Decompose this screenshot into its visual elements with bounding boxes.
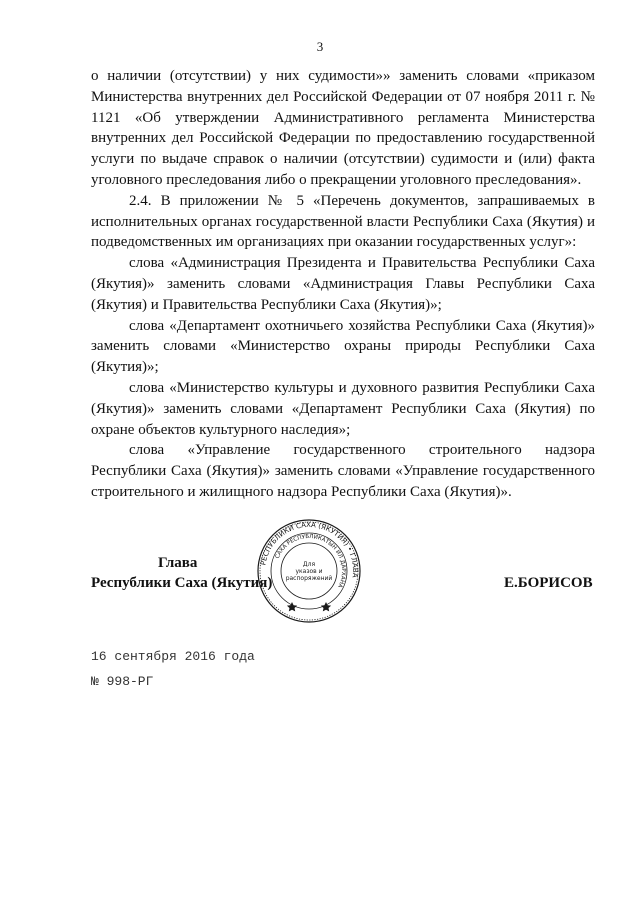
document-body: [91, 66, 595, 503]
paragraph: слова «Администрация Президента и Правительства Республики Саха (Якутия)» заменить словами «Администрация Главы Республики Саха (Якутия) и Правительства Республики Саха (Якутия)»;: [91, 255, 595, 313]
signature-title-line2: Республики Саха (Якутия): [91, 575, 273, 591]
signature-title-line1: Глава: [158, 555, 198, 571]
paragraph: слова «Управление государственного строительного надзора Республики Саха (Якутия)» заменить словами «Управление государственного строительного и жилищного надзора Республики Саха (Якутия)».: [91, 442, 595, 500]
seal-inner-text: САХА РЕСПУБЛИКАТЫН ИЛ ДАРХАНА: [274, 533, 347, 589]
official-seal: [256, 518, 362, 624]
seal-center-line1: Для: [302, 561, 316, 568]
seal-outer-text: РЕСПУБЛИКИ САХА (ЯКУТИЯ) • ГЛАВА: [259, 520, 360, 578]
paragraph: о наличии (отсутствии) у них судимости»» заменить словами «приказом Министерства внутренних дел Российской Федерации от 07 ноября 2011 г. № 1121 «Об утверждении Административного регламента Министерства внутренних дел Российской Федерации по предоставлению государственной услуги по выдаче справок о наличии (отсутствии) судимости и (или) факта уголовного преследования либо о прекращении уголовного преследования».: [91, 68, 595, 188]
seal-center-line2: указов и: [295, 568, 323, 575]
paragraph: слова «Министерство культуры и духовного развития Республики Саха (Якутия)» заменить словами «Департамент Республики Саха (Якутия) по охране объектов культурного наследия»;: [91, 379, 595, 438]
page-number: 3: [316, 39, 324, 54]
signatory-name: Е.БОРИСОВ: [504, 575, 593, 591]
document-date: 16 сентября 2016 года: [91, 649, 255, 664]
document-number: № 998-РГ: [91, 674, 154, 689]
paragraph: слова «Департамент охотничьего хозяйства Республики Саха (Якутия)» заменить словами «Министерство охраны природы Республики Саха (Якутия)»;: [91, 317, 595, 376]
signature-title: [91, 553, 272, 593]
seal-center-line3: распоряжений: [285, 575, 333, 582]
paragraph: 2.4. В приложении № 5 «Перечень документов, запрашиваемых в исполнительных органах государственной власти Республики Саха (Якутия) и подведомственных им организациях при оказании государственных услуг»:: [91, 192, 595, 251]
